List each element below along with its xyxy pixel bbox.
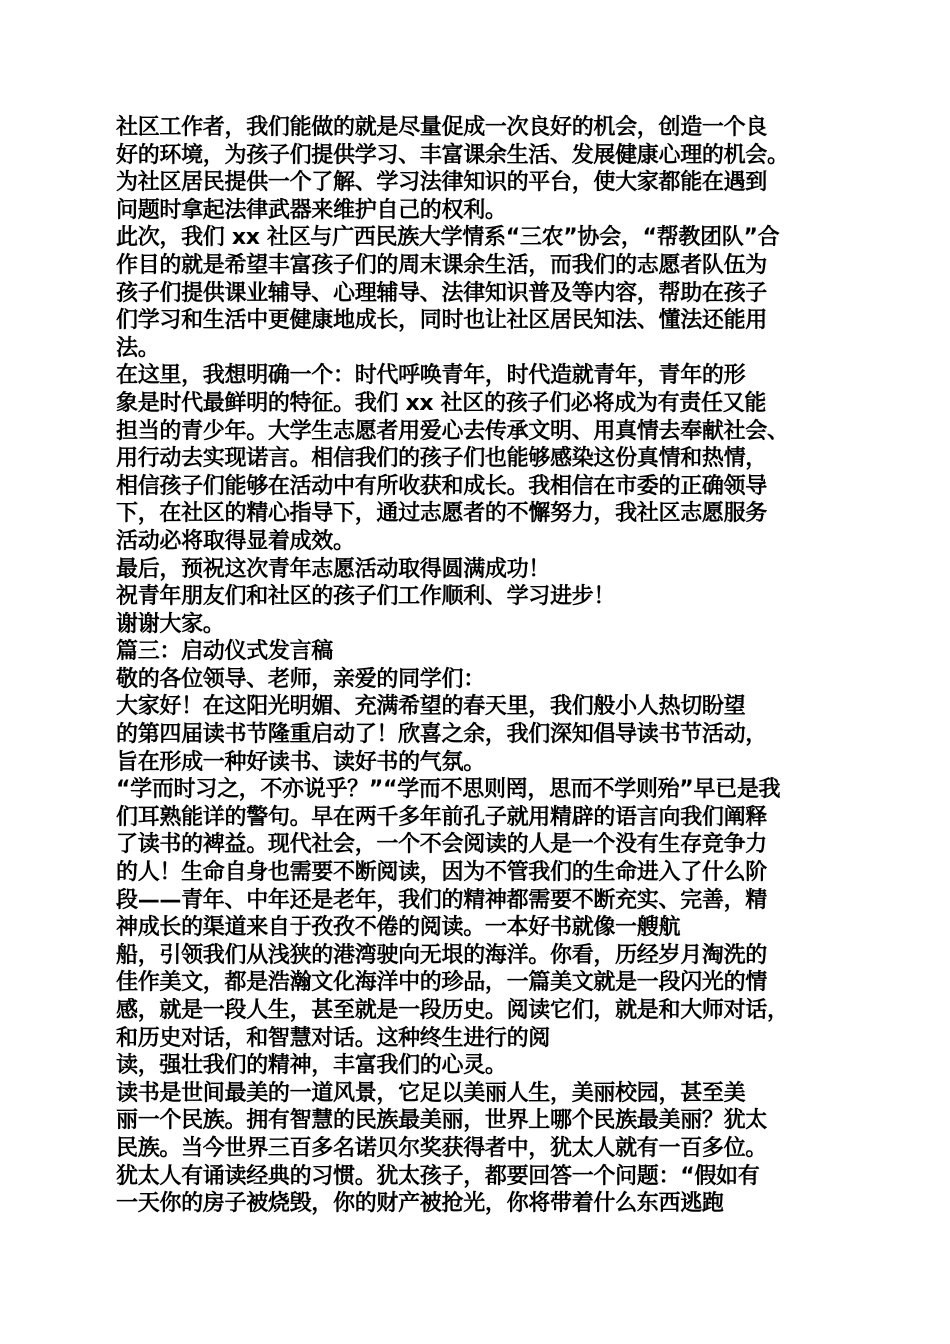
- text-line: 神成长的渠道来自于孜孜不倦的阅读。一本好书就像一艘航: [116, 915, 681, 941]
- text-line: 象是时代最鲜明的特征。我们 xx 社区的孩子们必将成为有责任又能: [116, 390, 767, 416]
- text-line: 孩子们提供课业辅导、心理辅导、法律知识普及等内容，帮助在孩子: [116, 280, 768, 306]
- text-line: 法。: [116, 335, 160, 361]
- text-line: 作目的就是希望丰富孩子们的周末课余生活，而我们的志愿者队伍为: [116, 252, 768, 278]
- text-line: 下，在社区的精心指导下，通过志愿者的不懈努力，我社区志愿服务: [116, 501, 768, 527]
- text-line: 活动必将取得显着成效。: [116, 528, 355, 554]
- text-line: 感，就是一段人生，甚至就是一段历史。阅读它们，就是和大师对话，: [116, 998, 789, 1023]
- text-line: 读书是世间最美的一道风景，它足以美丽人生，美丽校园，甚至美: [116, 1080, 746, 1106]
- text-line: 谢谢大家。: [116, 611, 225, 637]
- text-line: 的人！生命自身也需要不断阅读，因为不管我们的生命进入了什么阶: [116, 860, 768, 886]
- text-line: 此次，我们 xx 社区与广西民族大学情系“三农”协会，“帮教团队”合: [116, 225, 780, 251]
- text-line: 读，强壮我们的精神，丰富我们的心灵。: [116, 1053, 507, 1079]
- text-line: 一天你的房子被烧毁，你的财产被抢光，你将带着什么东西逃跑: [116, 1191, 724, 1217]
- section-heading: 篇三：启动仪式发言稿: [116, 639, 334, 665]
- text-line: 大家好！在这阳光明媚、充满希望的春天里，我们般小人热切盼望: [116, 694, 746, 720]
- text-line: 段——青年、中年还是老年，我们的精神都需要不断充实、完善，精: [116, 887, 768, 913]
- text-line: 敬的各位领导、老师，亲爱的同学们：: [116, 666, 485, 692]
- text-line: 的第四届读书节隆重启动了！欣喜之余，我们深知倡导读书节活动，: [116, 722, 768, 748]
- text-line: 佳作美文，都是浩瀚文化海洋中的珍品，一篇美文就是一段闪光的情: [116, 970, 768, 996]
- text-line: 好的环境，为孩子们提供学习、丰富课余生活、发展健康心理的机会。: [116, 142, 789, 168]
- text-line: 丽一个民族。拥有智慧的民族最美丽，世界上哪个民族最美丽？犹太: [116, 1108, 768, 1134]
- text-line: 在这里，我想明确一个：时代呼唤青年，时代造就青年，青年的形: [116, 363, 746, 389]
- document-body: [116, 114, 856, 1218]
- text-line: 民族。当今世界三百多名诺贝尔奖获得者中，犹太人就有一百多位。: [116, 1135, 768, 1161]
- text-line: 问题时拿起法律武器来维护自己的权利。: [116, 197, 507, 223]
- text-line: 船，引领我们从浅狭的港湾驶向无垠的海洋。你看，历经岁月淘洗的: [116, 942, 768, 968]
- text-line: 和历史对话，和智慧对话。这种终生进行的阅: [116, 1025, 551, 1051]
- text-line: 为社区居民提供一个了解、学习法律知识的平台，使大家都能在遇到: [116, 170, 768, 196]
- text-line: 担当的青少年。大学生志愿者用爱心去传承文明、用真情去奉献社会、: [116, 418, 789, 444]
- text-line: 社区工作者，我们能做的就是尽量促成一次良好的机会，创造一个良: [116, 115, 768, 140]
- text-line: “学而时习之，不亦说乎？”“学而不思则罔，思而不学则殆”早已是我: [116, 777, 781, 803]
- text-line: 祝青年朋友们和社区的孩子们工作顺利、学习进步！: [116, 584, 616, 610]
- text-line: 犹太人有诵读经典的习惯。犹太孩子，都要回答一个问题：“假如有: [116, 1163, 760, 1189]
- text-line: 旨在形成一种好读书、读好书的气氛。: [116, 749, 485, 775]
- text-line: 用行动去实现诺言。相信我们的孩子们也能够感染这份真情和热情，: [116, 446, 768, 472]
- text-line: 们耳熟能详的警句。早在两千多年前孔子就用精辟的语言向我们阐释: [116, 804, 768, 830]
- text-line: 了读书的裨益。现代社会，一个不会阅读的人是一个没有生存竞争力: [116, 832, 768, 858]
- text-line: 们学习和生活中更健康地成长，同时也让社区居民知法、懂法还能用: [116, 308, 768, 334]
- text-line: 相信孩子们能够在活动中有所收获和成长。我相信在市委的正确领导: [116, 473, 768, 499]
- text-line: 最后，预祝这次青年志愿活动取得圆满成功！: [116, 556, 551, 582]
